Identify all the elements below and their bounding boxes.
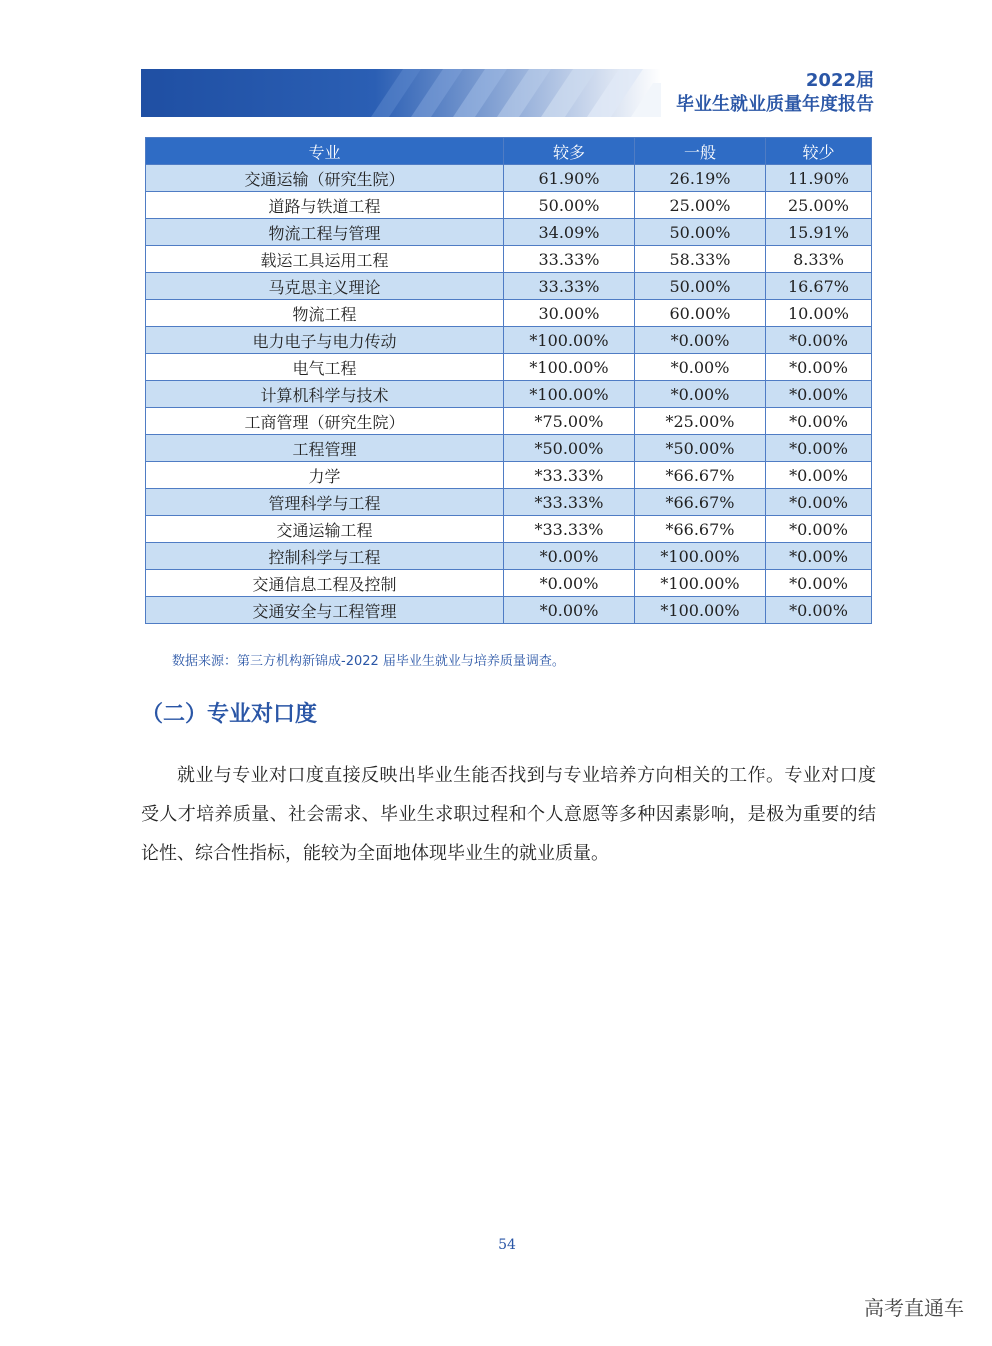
cell-more: *33.33% [504, 462, 635, 489]
table-row [146, 489, 872, 516]
cell-major: 计算机科学与技术 [146, 381, 504, 408]
cell-more: 34.09% [504, 219, 635, 246]
table-row [146, 165, 872, 192]
table-row [146, 435, 872, 462]
cell-less: *0.00% [766, 327, 872, 354]
cell-average: *0.00% [635, 327, 766, 354]
cell-more: *0.00% [504, 570, 635, 597]
table-body [146, 165, 872, 624]
cell-average: 60.00% [635, 300, 766, 327]
cell-major: 载运工具运用工程 [146, 246, 504, 273]
table-row [146, 570, 872, 597]
cell-less: *0.00% [766, 408, 872, 435]
table-row [146, 516, 872, 543]
column-header-less: 较少 [766, 138, 872, 165]
cell-average: *66.67% [635, 516, 766, 543]
cell-more: 50.00% [504, 192, 635, 219]
column-header-more: 较多 [504, 138, 635, 165]
cell-more: *33.33% [504, 489, 635, 516]
cell-less: *0.00% [766, 462, 872, 489]
cell-major: 控制科学与工程 [146, 543, 504, 570]
table-row [146, 408, 872, 435]
report-header [676, 70, 874, 118]
cell-major: 交通运输（研究生院） [146, 165, 504, 192]
cell-less: *0.00% [766, 543, 872, 570]
column-header-major: 专业 [146, 138, 504, 165]
page-number: 54 [498, 1237, 516, 1253]
cell-more: *100.00% [504, 327, 635, 354]
cell-major: 工程管理 [146, 435, 504, 462]
cell-more: *33.33% [504, 516, 635, 543]
cell-average: 25.00% [635, 192, 766, 219]
cell-major: 马克思主义理论 [146, 273, 504, 300]
cell-average: 50.00% [635, 273, 766, 300]
cell-more: 33.33% [504, 273, 635, 300]
table-row [146, 300, 872, 327]
body-paragraph: 就业与专业对口度直接反映出毕业生能否找到与专业培养方向相关的工作。专业对口度受人才培养质量、社会需求、毕业生求职过程和个人意愿等多种因素影响，是极为重要的结论性、综合性指标，能较为全面地体现毕业生的就业质量。 [141, 765, 876, 864]
cell-average: *100.00% [635, 570, 766, 597]
cell-average: *25.00% [635, 408, 766, 435]
cell-less: *0.00% [766, 570, 872, 597]
cell-more: *100.00% [504, 381, 635, 408]
cell-more: 30.00% [504, 300, 635, 327]
table-row [146, 219, 872, 246]
cell-more: *0.00% [504, 597, 635, 624]
column-header-average: 一般 [635, 138, 766, 165]
cell-less: *0.00% [766, 381, 872, 408]
cell-less: *0.00% [766, 516, 872, 543]
cell-more: *0.00% [504, 543, 635, 570]
cell-less: 25.00% [766, 192, 872, 219]
cell-average: *66.67% [635, 462, 766, 489]
cell-more: 61.90% [504, 165, 635, 192]
report-year: 2022届 [805, 70, 874, 91]
table-row [146, 273, 872, 300]
data-source-note: 数据来源：第三方机构新锦成-2022 届毕业生就业与培养质量调查。 [172, 654, 565, 669]
cell-less: 10.00% [766, 300, 872, 327]
cell-less: *0.00% [766, 435, 872, 462]
watermark-text: 高考直通车 [864, 1296, 964, 1320]
table-row [146, 327, 872, 354]
cell-major: 物流工程 [146, 300, 504, 327]
table-row [146, 354, 872, 381]
cell-less: 8.33% [766, 246, 872, 273]
cell-less: 16.67% [766, 273, 872, 300]
major-match-table [145, 137, 872, 624]
table-row [146, 462, 872, 489]
cell-major: 物流工程与管理 [146, 219, 504, 246]
cell-less: 11.90% [766, 165, 872, 192]
cell-less: *0.00% [766, 597, 872, 624]
cell-more: *75.00% [504, 408, 635, 435]
cell-more: *100.00% [504, 354, 635, 381]
table-row [146, 543, 872, 570]
cell-average: *0.00% [635, 381, 766, 408]
section-heading: （二）专业对口度 [141, 702, 318, 727]
cell-average: *66.67% [635, 489, 766, 516]
cell-major: 交通安全与工程管理 [146, 597, 504, 624]
header-banner [141, 69, 661, 117]
table-row [146, 381, 872, 408]
cell-less: *0.00% [766, 489, 872, 516]
cell-major: 力学 [146, 462, 504, 489]
cell-more: 33.33% [504, 246, 635, 273]
cell-major: 道路与铁道工程 [146, 192, 504, 219]
cell-less: *0.00% [766, 354, 872, 381]
cell-major: 电气工程 [146, 354, 504, 381]
cell-average: 26.19% [635, 165, 766, 192]
cell-average: *50.00% [635, 435, 766, 462]
cell-major: 工商管理（研究生院） [146, 408, 504, 435]
cell-major: 电力电子与电力传动 [146, 327, 504, 354]
table-row [146, 597, 872, 624]
cell-average: 50.00% [635, 219, 766, 246]
report-title: 毕业生就业质量年度报告 [676, 94, 874, 115]
cell-major: 管理科学与工程 [146, 489, 504, 516]
cell-more: *50.00% [504, 435, 635, 462]
cell-major: 交通信息工程及控制 [146, 570, 504, 597]
cell-average: 58.33% [635, 246, 766, 273]
cell-average: *0.00% [635, 354, 766, 381]
cell-average: *100.00% [635, 543, 766, 570]
cell-less: 15.91% [766, 219, 872, 246]
cell-average: *100.00% [635, 597, 766, 624]
table-row [146, 246, 872, 273]
header-banner-graphic [141, 69, 661, 117]
table-row [146, 192, 872, 219]
table-header-row [146, 138, 872, 165]
cell-major: 交通运输工程 [146, 516, 504, 543]
